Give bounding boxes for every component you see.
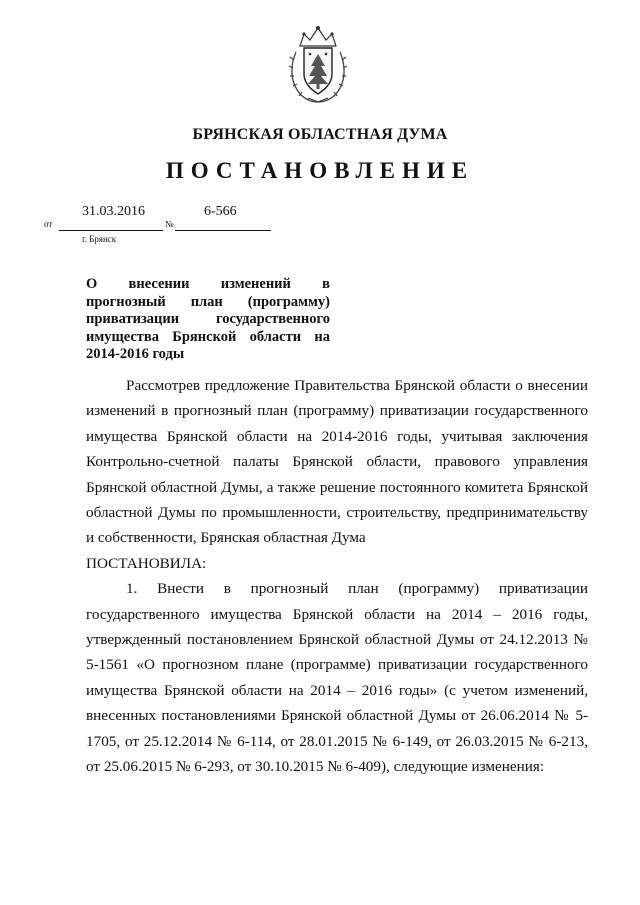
document-type-title: ПОСТАНОВЛЕНИЕ: [165, 158, 475, 183]
document-meta: [44, 204, 284, 244]
document-subject: О внесении изменений в прогнозный план (программу) приватизации государственного имущества Брянской области на 2014-2016 годы: [86, 276, 330, 363]
date-label: от: [44, 219, 53, 229]
preamble-paragraph: Рассмотрев предложение Правительства Брянской области о внесении изменений в прогнозный план (программу) приватизации государственного имущества Брянской области на 2014-2016 годы, учитывая заключения Контрольно-счетной палаты Брянской области, правового управления Брянской областной Думы, а также решение постоянного комитета Брянской областной Думы по промышленности, строительству, предпринимательству и собственности, Брянская областная Дума: [86, 377, 588, 547]
document-place: г. Брянск: [82, 234, 117, 244]
document-body: [86, 373, 588, 780]
item-1-paragraph: 1. Внести в прогнозный план (программу) приватизации государственного имущества Брянской области на 2014 – 2016 годы, утвержденный постановлением Брянской областной Думы от 24.12.2013 № 5-1561 «О прогнозном плане (программе) приватизации государственного имущества Брянской области на 2014 – 2016 годы» (с учетом изменений, внесенных постановлениями Брянской областной Думы от 26.06.2014 № 5-1705, от 25.12.2014 № 6-114, от 28.01.2015 № 6-149, от 26.03.2015 № 6-213, от 25.06.2015 № 6-293, от 30.10.2015 № 6-409), следующие изменения:: [86, 580, 588, 776]
date-underline: [59, 230, 163, 231]
coat-of-arms-icon: [286, 22, 350, 106]
number-underline: [175, 230, 271, 231]
document-date: 31.03.2016: [82, 204, 145, 219]
decree-word: ПОСТАНОВИЛА:: [86, 554, 207, 572]
document-number: 6-566: [204, 204, 237, 219]
organization-name: БРЯНСКАЯ ОБЛАСТНАЯ ДУМА: [192, 126, 448, 143]
number-label: №: [165, 219, 174, 229]
